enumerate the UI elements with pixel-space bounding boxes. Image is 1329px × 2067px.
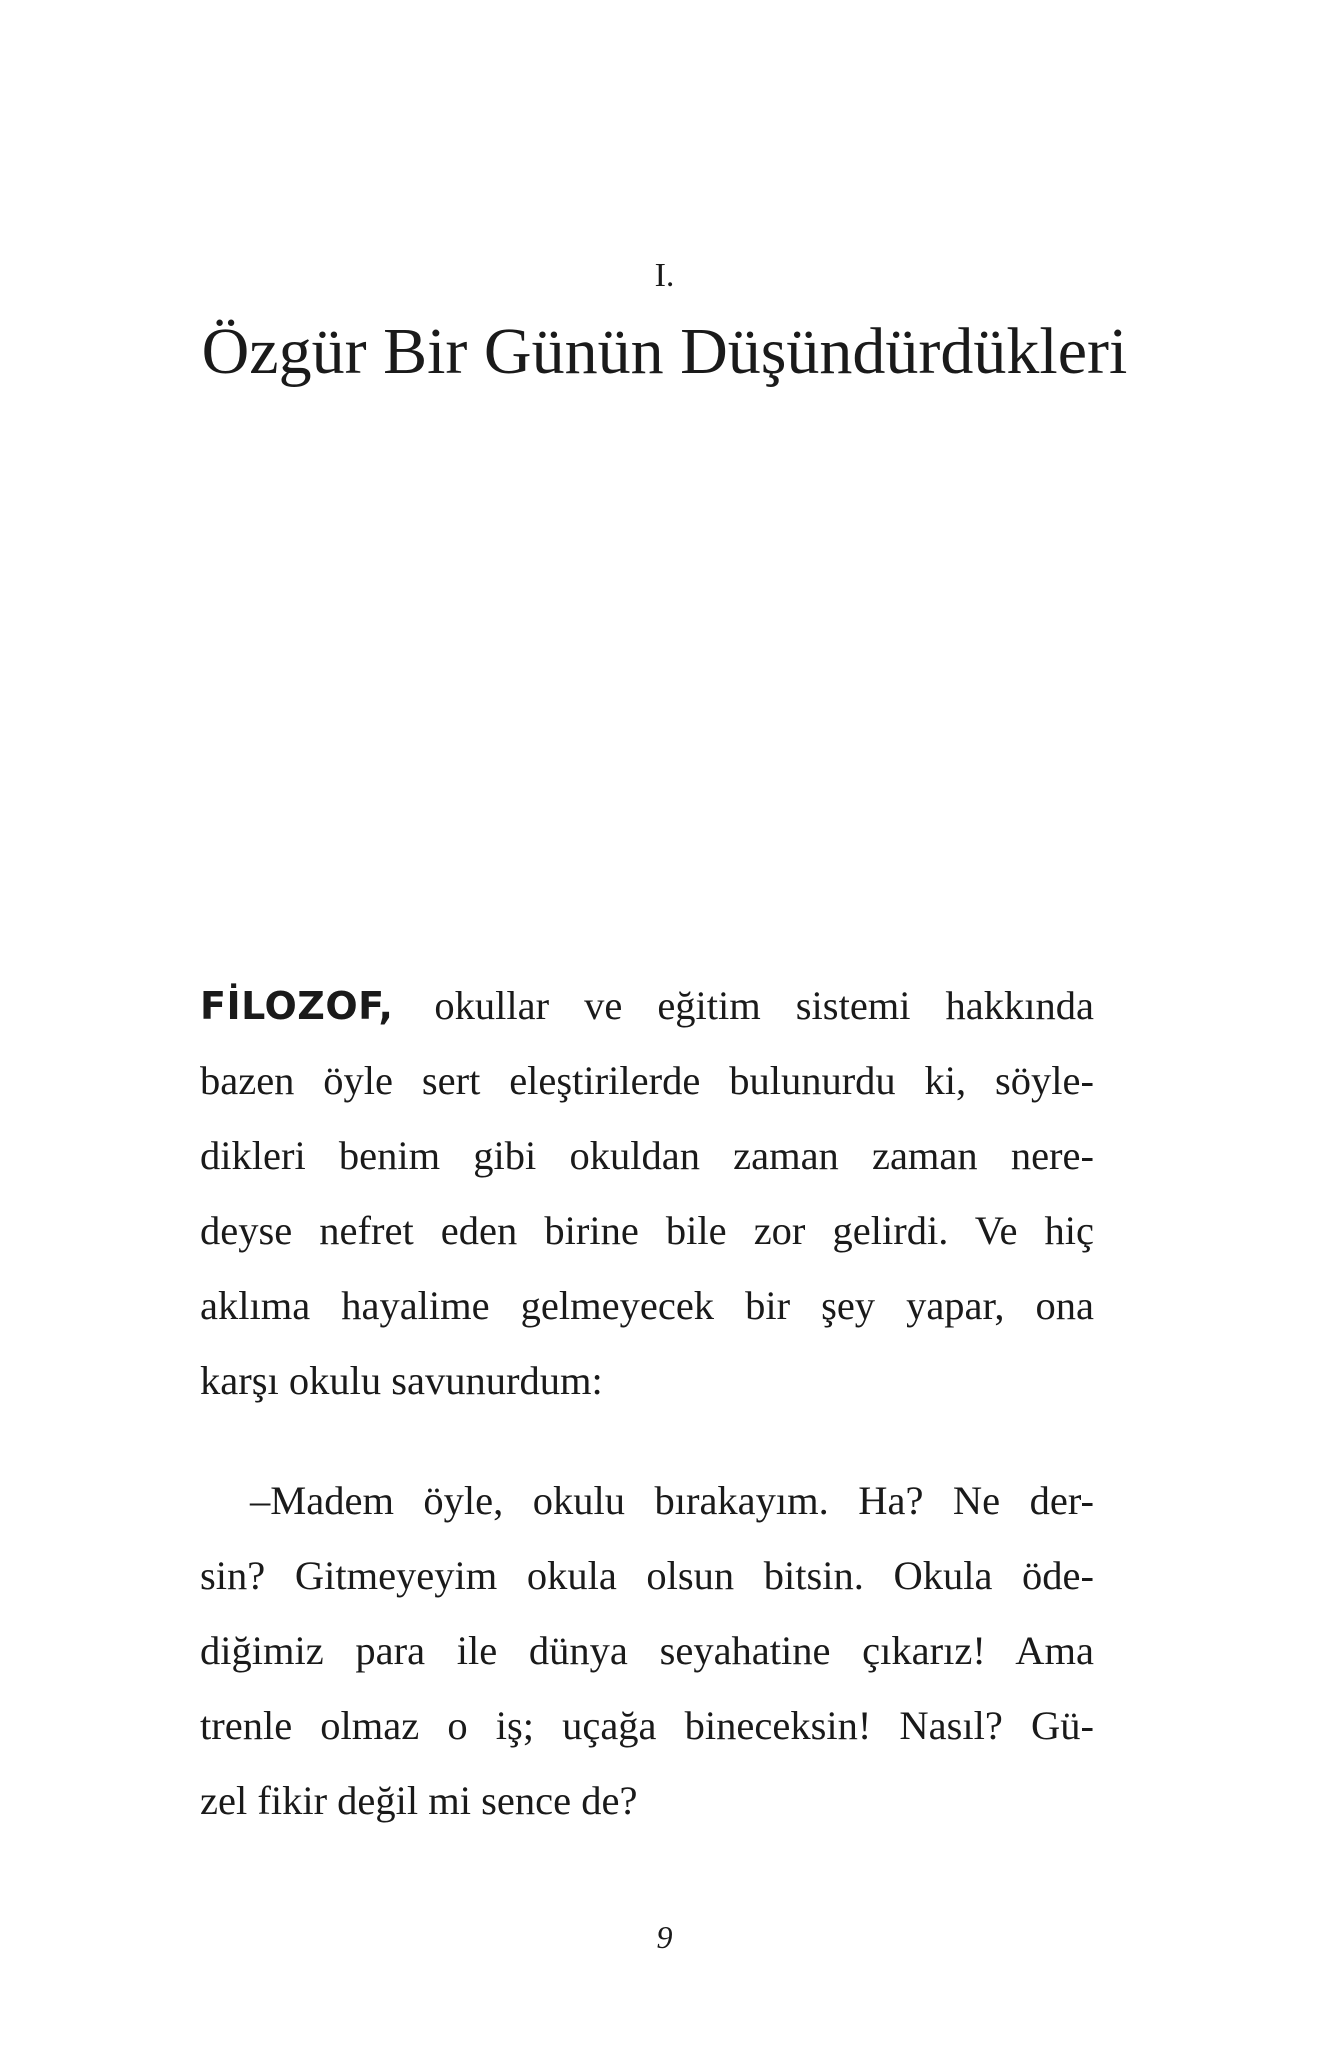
chapter-title: Özgür Bir Günün Düşündürdükleri <box>201 315 1128 388</box>
paragraph-1 <box>200 968 1094 1418</box>
text-line: okullar ve eğitim sistemi hakkında <box>399 983 1094 1028</box>
paragraph-1-line-1 <box>200 968 1094 1043</box>
text-line: deyse nefret eden birine bile zor gelirdi. Ve hiç <box>200 1208 1094 1253</box>
text-line: trenle olmaz o iş; uçağa bineceksin! Nasıl? Gü- <box>200 1703 1094 1748</box>
text-line: aklıma hayalime gelmeyecek bir şey yapar, ona <box>200 1283 1094 1328</box>
text-line: diğimiz para ile dünya seyahatine çıkarız! Ama <box>200 1628 1094 1673</box>
text-line: bazen öyle sert eleştirilerde bulunurdu ki, söyle- <box>200 1058 1094 1103</box>
text-line: –Madem öyle, okulu bırakayım. Ha? Ne der- <box>250 1478 1094 1523</box>
text-line: zel fikir değil mi sence de? <box>200 1778 638 1823</box>
lead-word: FİLOZOF, <box>200 984 394 1028</box>
text-line: sin? Gitmeyeyim okula olsun bitsin. Okula öde- <box>200 1553 1094 1598</box>
text-line: dikleri benim gibi okuldan zaman zaman nere- <box>200 1133 1094 1178</box>
paragraph-2 <box>200 1463 1094 1838</box>
page-number: 9 <box>656 1919 673 1955</box>
chapter-number: I. <box>654 257 675 294</box>
text-line: karşı okulu savunurdum: <box>200 1358 603 1403</box>
